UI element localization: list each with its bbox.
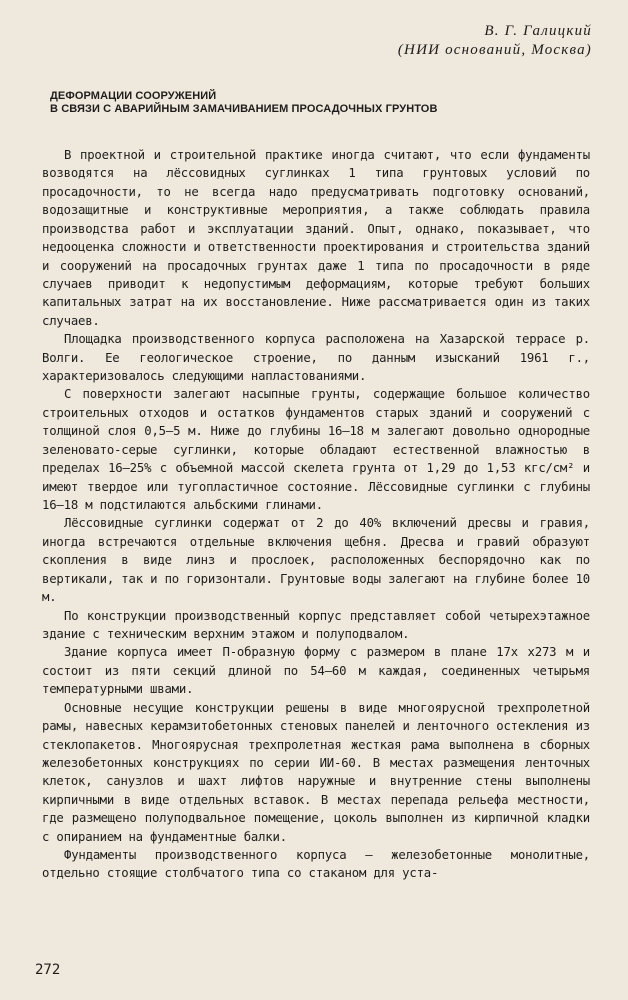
paragraph: Основные несущие конструкции решены в виде многоярусной трехпролетной рамы, навесных керамзитобетонных стеновых панелей и ленточного остекления из стеклопакетов. Многоярусная трехпролетная жесткая рама выполнена в сборных железобетонных конструкциях по серии ИИ-60. В местах размещения ленточных клеток, санузлов и шахт лифтов наружные и внутренние стены выполнены кирпичными в виде отдельных вставок. В местах перепада рельефа местности, где размещено полуподвальное помещение, цоколь выполнен из кирпичной кладки с опиранием на фундаментные балки. <box>42 700 590 844</box>
paragraph: Площадка производственного корпуса расположена на Хазарской террасе р. Волги. Ее геологическое строение, по данным изысканий 1961 г., характеризовалось следующими напластованиями. <box>42 332 590 384</box>
paragraph: Здание корпуса имеет П-образную форму с размером в плане 17х х273 м и состоит из пяти секций длиной по 54–60 м каждая, соединенных четырьмя температурными швами. <box>42 645 590 697</box>
page-number: 272 <box>35 962 61 978</box>
paragraph: Фундаменты производственного корпуса – железобетонные монолитные, отдельно стоящие столбчатого типа со стаканом для уста- <box>42 848 590 881</box>
paragraph: По конструкции производственный корпус представляет собой четырехэтажное здание с техническим верхним этажом и полуподвалом. <box>42 608 590 641</box>
paragraph: Лёссовидные суглинки содержат от 2 до 40% включений дресвы и гравия, иногда встречаются отдельные включения щебня. Дресва и гравий образуют скопления в виде линз и прослоек, расположенных беспорядочно как по вертикали, так и по горизонтали. Грунтовые воды залегают на глубине более 10 м. <box>42 516 590 605</box>
author-affiliation: (НИИ оснований, Москва) <box>397 42 592 58</box>
title-line-1: ДЕФОРМАЦИИ СООРУЖЕНИЙ <box>50 90 217 102</box>
author-name: В. Г. Галицкий <box>484 23 592 39</box>
author-block <box>398 22 592 60</box>
paragraph: С поверхности залегают насыпные грунты, содержащие большое количество строительных отходов и остатков фундаментов старых зданий и сооружений с толщиной слоя 0,5–5 м. Ниже до глубины 16–18 м залегают довольно однородные зеленовато-серые суглинки, которые обладают естественной влажностью в пределах 16–25% с объемной массой скелета грунта от 1,29 до 1,53 кгс/см² и имеют твердое или тугопластичное состояние. Лёссовидные суглинки с глубины 16–18 м подстилаются альбскими глинами. <box>42 387 590 513</box>
article-body <box>42 146 590 883</box>
title-line-2: В СВЯЗИ С АВАРИЙНЫМ ЗАМАЧИВАНИЕМ ПРОСАДОЧНЫХ ГРУНТОВ <box>50 103 438 115</box>
paragraph: В проектной и строительной практике иногда считают, что если фундаменты возводятся на лёссовидных суглинках 1 типа грунтовых условий по просадочности, то не всегда надо предусматривать подготовку оснований, водозащитные и конструктивные мероприятия, а также соблюдать правила производства работ и эксплуатации зданий. Опыт, однако, показывает, что недооценка сложности и ответственности проектирования и строительства зданий и сооружений на просадочных грунтах даже 1 типа по просадочности в ряде случаев приводит к недопустимым деформациям, которые требуют больших капитальных затрат на их восстановление. Ниже рассматривается один из таких случаев. <box>42 148 590 328</box>
article-title <box>50 90 438 116</box>
